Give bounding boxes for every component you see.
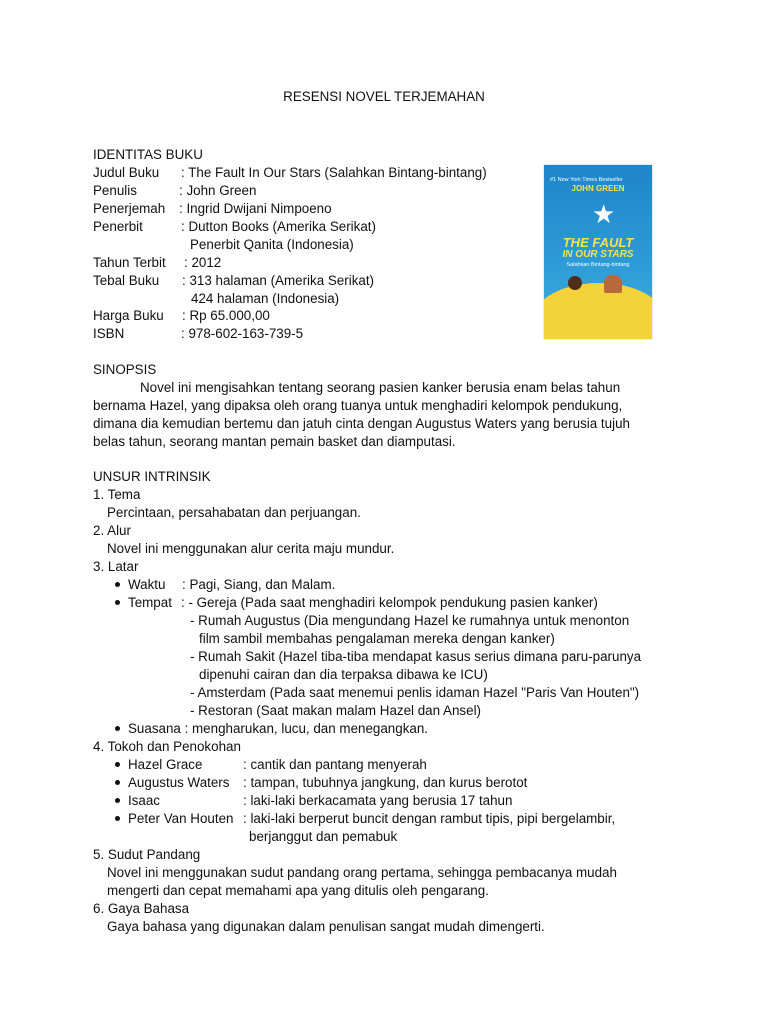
harga-label: Harga Buku: [93, 308, 164, 323]
sinopsis-line-1: Novel ini mengisahkan tentang seorang pasien kanker berusia enam belas tahun: [140, 380, 621, 395]
penerjemah-value: : Ingrid Dwijani Nimpoeno: [179, 201, 332, 216]
judul-value: : The Fault In Our Stars (Salahkan Bintang-bintang): [181, 165, 487, 180]
sinopsis-line-3: dimana dia kemudian bertemu dan jatuh cinta dengan Augustus Waters yang berusia tujuh: [93, 416, 630, 431]
cover-title-line1: THE FAULT: [562, 235, 634, 250]
tempat-line-6: - Restoran (Saat makan malam Hazel dan Ansel): [190, 703, 482, 718]
latar-heading: 3. Latar: [93, 559, 139, 574]
bullet-icon: [115, 780, 120, 785]
tokoh-name: Hazel Grace: [128, 757, 203, 772]
tokoh-desc: : laki-laki berkacamata yang berusia 17 tahun: [243, 793, 513, 808]
tebal-value-2: 424 halaman (Indonesia): [191, 291, 340, 306]
sudut-line-1: Novel ini menggunakan sudut pandang orang pertama, sehingga pembacanya mudah: [107, 865, 617, 880]
tempat-line-2: film sambil membahas pengalaman mereka dengan kanker): [199, 631, 555, 646]
cover-tree: [568, 276, 582, 290]
penulis-label: Penulis: [93, 183, 137, 198]
sinopsis-line-4: belas tahun, seorang mantan pemain basket dan diamputasi.: [93, 434, 456, 449]
alur-heading: 2. Alur: [93, 523, 131, 538]
sudut-heading: 5. Sudut Pandang: [93, 847, 201, 862]
tempat-line-5: - Amsterdam (Pada saat menemui penlis idaman Hazel "Paris Van Houten"): [190, 685, 640, 700]
bullet-icon: [115, 762, 120, 767]
isbn-value: : 978-602-163-739-5: [181, 326, 304, 341]
tempat-value: : - Gereja (Pada saat menghadiri kelompok pendukung pasien kanker): [181, 595, 598, 610]
tebal-label: Tebal Buku: [93, 273, 160, 288]
tokoh-name: Peter Van Houten: [128, 811, 234, 826]
waktu-value: : Pagi, Siang, dan Malam.: [182, 577, 336, 592]
tahun-label: Tahun Terbit: [93, 255, 166, 270]
tebal-value: : 313 halaman (Amerika Serikat): [182, 273, 375, 288]
penerjemah-label: Penerjemah: [93, 201, 166, 216]
alur-value: Novel ini menggunakan alur cerita maju mundur.: [107, 541, 395, 556]
star-icon: ★: [592, 199, 616, 229]
tempat-line-4: dipenuhi cairan dan dia terpaksa dibawa ke ICU): [199, 667, 488, 682]
tokoh-desc: : cantik dan pantang menyerah: [243, 757, 427, 772]
sinopsis-line-2: bernama Hazel, yang dipaksa oleh orang tuanya untuk menghadiri kelompok pendukung,: [93, 398, 623, 413]
gaya-heading: 6. Gaya Bahasa: [93, 901, 190, 916]
tokoh-desc: : laki-laki berperut buncit dengan rambut tipis, pipi bergelambir,: [243, 811, 616, 826]
tokoh-heading: 4. Tokoh dan Penokohan: [93, 739, 241, 754]
cover-hill: [544, 283, 652, 339]
harga-value: : Rp 65.000,00: [182, 308, 270, 323]
judul-label: Judul Buku: [93, 165, 160, 180]
tempat-label: Tempat: [128, 595, 172, 610]
bullet-icon: [115, 726, 120, 731]
sudut-line-2: mengerti dan cepat memahami apa yang ditulis oleh pengarang.: [107, 883, 489, 898]
book-cover-image: [544, 165, 652, 339]
bullet-icon: [115, 600, 120, 605]
bullet-icon: [115, 798, 120, 803]
identitas-heading: IDENTITAS BUKU: [93, 147, 203, 162]
tokoh-name: Augustus Waters: [128, 775, 230, 790]
penerbit-label: Penerbit: [93, 219, 143, 234]
tokoh-name: Isaac: [128, 793, 161, 808]
cover-subtitle: Salahkan Bintang-bintang: [566, 262, 630, 268]
page-title: RESENSI NOVEL TERJEMAHAN: [283, 89, 485, 104]
penerbit-value: : Dutton Books (Amerika Serikat): [181, 219, 376, 234]
cover-house: [604, 275, 622, 293]
cover-author: JOHN GREEN: [571, 184, 625, 193]
tahun-value: : 2012: [184, 255, 222, 270]
cover-title-line2: IN OUR STARS: [562, 249, 634, 260]
suasana-value: Suasana : mengharukan, lucu, dan menegangkan.: [128, 721, 429, 736]
isbn-label: ISBN: [93, 326, 125, 341]
bullet-icon: [115, 816, 120, 821]
unsur-heading: UNSUR INTRINSIK: [93, 469, 211, 484]
sinopsis-heading: SINOPSIS: [93, 362, 157, 377]
tema-heading: 1. Tema: [93, 487, 141, 502]
cover-top-note: #1 New York Times Bestseller: [550, 177, 623, 183]
penerbit-value-2: Penerbit Qanita (Indonesia): [190, 237, 354, 252]
tokoh-desc: : tampan, tubuhnya jangkung, dan kurus berotot: [243, 775, 528, 790]
penulis-value: : John Green: [179, 183, 257, 198]
waktu-label: Waktu: [128, 577, 166, 592]
tokoh-desc-cont: berjanggut dan pemabuk: [249, 829, 398, 844]
tempat-line-3: - Rumah Sakit (Hazel tiba-tiba mendapat kasus serius dimana paru-parunya: [190, 649, 642, 664]
tema-value: Percintaan, persahabatan dan perjuangan.: [107, 505, 361, 520]
gaya-value: Gaya bahasa yang digunakan dalam penulisan sangat mudah dimengerti.: [107, 919, 545, 934]
tempat-line-1: - Rumah Augustus (Dia mengundang Hazel ke rumahnya untuk menonton: [190, 613, 630, 628]
bullet-icon: [115, 582, 120, 587]
